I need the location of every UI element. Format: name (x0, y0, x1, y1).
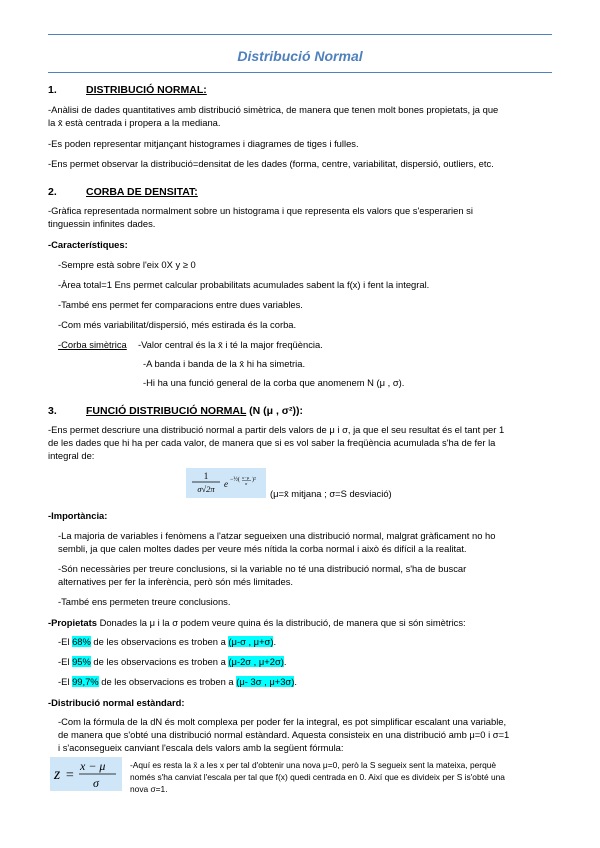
document-title: Distribució Normal (237, 48, 363, 64)
svg-text:x−μ: x−μ (242, 475, 250, 480)
s1-paragraph-2: -Es poden representar mitjançant histogrames i diagrames de tiges i fulles. (48, 138, 359, 149)
s3-paragraph-1b: de les dades que hi ha per cada valor, de manera que si es vol saber la freqüència acumulada s'ha de fer la (48, 437, 496, 448)
s3-std-1a: -Com la fórmula de la dN és molt complexa per poder fer la integral, es pot simplificar escalant una variable, (58, 716, 507, 727)
svg-text:=: = (65, 768, 75, 783)
s2-char-5c: -Hi ha una funció general de la corba que anomenem N (μ , σ). (143, 377, 405, 388)
s3-importance-label: -Importància: (48, 510, 108, 521)
s3-properties: -Propietats Donades la μ i la σ podem veure quina és la distribució, de manera que si són simètrics: (48, 617, 466, 628)
s1-paragraph-1a: -Anàlisi de dades quantitatives amb distribució simètrica, de manera que tenen molt bones propietats, ja que (48, 104, 499, 115)
s2-char-2: -Àrea total=1 Ens permet calcular probabilitats acumulades sabent la f(x) i fent la integral. (58, 279, 430, 290)
svg-text:)²: )² (252, 477, 256, 483)
s2-char-4: -Com més variabilitat/dispersió, més estirada és la corba. (58, 319, 297, 330)
s2-char-5 (58, 339, 552, 351)
section-1-heading: 1. DISTRIBUCIÓ NORMAL: (48, 84, 207, 96)
s3-imp-1a: -La majoria de variables i fenòmens a l'atzar segueixen una distribució normal, malgrat gràficament no ho (58, 530, 496, 541)
s2-paragraph-1b: tinguessin infinites dades. (48, 218, 156, 229)
formula-note: (μ=x̄ mitjana ; σ=S desviació) (270, 488, 392, 499)
s3-std-1c: i s'aconsegueix canviant l'escala dels valors amb la següent fórmula: (58, 742, 344, 753)
z-explanation-3: nova σ=1. (130, 784, 168, 794)
s1-paragraph-1b: la x̄ està centrada i propera a la mediana. (48, 117, 221, 128)
svg-text:σ√2π: σ√2π (197, 484, 215, 494)
z-explanation-1: -Aquí es resta la x̄ a les x per tal d'obtenir una nova μ=0, però la S segueix sent la mateixa, perquè (130, 760, 497, 770)
s2-paragraph-1a: -Gràfica representada normalment sobre un histograma i que representa els valors que s'esperarien si (48, 205, 473, 216)
s3-imp-1b: sembli, ja que calen moltes dades per veure més nítida la corba normal i això és difícil a la realitat. (58, 543, 467, 554)
normal-density-formula (186, 468, 266, 498)
z-explanation-2: només s'ha canviat l'escala per tal que f(x) quedi centrada en 0. Així que es divideix per S is'obté una (130, 772, 505, 782)
s3-paragraph-1c: integral de: (48, 450, 95, 461)
z-formula-graphic (50, 757, 122, 791)
s3-imp-2b: alternatives per fer la inferència, però són més limitades. (58, 576, 294, 587)
formula-graphic (186, 468, 266, 498)
section-2-heading: 2. CORBA DE DENSITAT: (48, 186, 198, 198)
s2-char-5a: -Valor central és la x̄ i té la major freqüència. (137, 339, 323, 350)
s3-imp-3: -També ens permeten treure conclusions. (58, 596, 231, 607)
s2-char-1: -Sempre està sobre l'eix 0X y ≥ 0 (58, 259, 196, 270)
s3-rule-95: -El 95% de les observacions es troben a (μ-2σ , μ+2σ). (58, 656, 287, 667)
corba-simetrica-label: -Corba simètrica (58, 339, 127, 350)
section-3-heading: 3. FUNCIÓ DISTRIBUCIÓ NORMAL (N (μ , σ²)): (48, 405, 303, 417)
s3-standard-label: -Distribució normal estàndard: (48, 697, 185, 708)
svg-text:x − μ: x − μ (80, 759, 106, 773)
s1-paragraph-3: -Ens permet observar la distribució=densitat de les dades (forma, centre, variabilitat, dispersió, outliers, etc. (48, 158, 494, 169)
svg-text:−½(: −½( (230, 477, 240, 483)
svg-text:z: z (54, 766, 61, 783)
s3-rule-68: -El 68% de les observacions es troben a (μ-σ , μ+σ). (58, 636, 277, 647)
svg-text:e: e (224, 479, 228, 489)
title-rule (48, 72, 552, 73)
s3-paragraph-1a: -Ens permet descriure una distribució normal a partir dels valors de μ i σ, ja que el seu resultat és el tant per 1 (48, 424, 505, 435)
s3-std-1b: de manera que s'obté una distribució normal estàndard. Aquesta consisteix en una distribució amb μ=0 i σ=1 (58, 729, 510, 740)
svg-text:σ: σ (93, 776, 99, 790)
s2-char-3: -També ens permet fer comparacions entre dues variables. (58, 299, 303, 310)
svg-text:σ: σ (245, 481, 248, 486)
s2-char-5b: -A banda i banda de la x̄ hi ha simetria. (143, 358, 306, 369)
s2-characteristics-label: -Característiques: (48, 239, 128, 250)
s3-imp-2a: -Són necessàries per treure conclusions, si la variable no té una distribució normal, s'ha de buscar (58, 563, 467, 574)
s3-rule-997: -El 99,7% de les observacions es troben a (μ- 3σ , μ+3σ). (58, 676, 297, 687)
svg-text:1: 1 (203, 471, 209, 481)
top-rule (48, 34, 552, 35)
z-score-formula (50, 757, 122, 791)
